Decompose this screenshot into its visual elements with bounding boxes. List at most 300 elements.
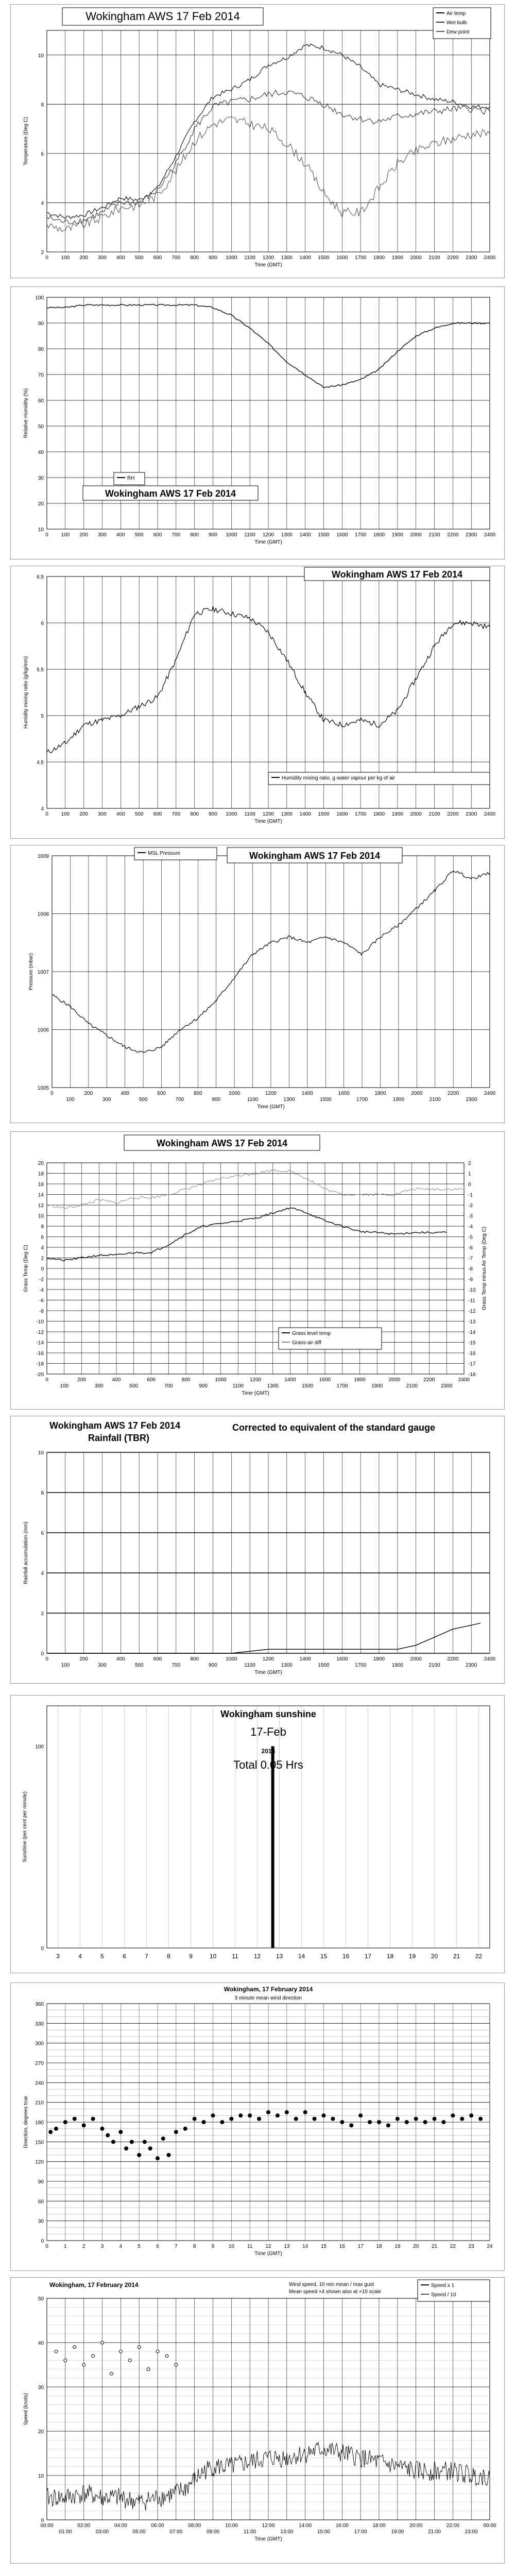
x-tick-label: 1400 (299, 1656, 311, 1662)
direction-point (54, 2127, 58, 2131)
x-tick-label: 1500 (302, 1383, 314, 1389)
direction-point (377, 2120, 381, 2124)
x-tick-label: 1 (64, 2244, 67, 2249)
x-tick-label: 100 (61, 811, 70, 817)
x-tick-label: 200 (79, 1656, 89, 1662)
x-tick-label: 1700 (355, 1663, 367, 1668)
y-tick-label: 20 (38, 501, 44, 507)
x-tick-label: 2200 (447, 255, 459, 261)
chart-title: Wokingham AWS 17 Feb 2014 (249, 851, 381, 861)
chart-title: Wokingham AWS 17 Feb 2014 (49, 1420, 181, 1431)
x-tick-label: 11 (247, 2244, 253, 2249)
direction-point (100, 2127, 105, 2131)
direction-point (331, 2117, 335, 2121)
y-tick-label: 6 (41, 1234, 44, 1241)
y-tick-label: 240 (35, 2080, 44, 2087)
temperature-chart (11, 5, 504, 278)
x-tick-label: 0 (45, 2244, 48, 2249)
x-tick-label: 14:00 (299, 2523, 312, 2529)
y-tick-label: 300 (35, 2041, 44, 2047)
y-tick-label: 1008 (37, 911, 49, 918)
x-tick-label: 15 (320, 1953, 328, 1960)
x-tick-label: 1000 (226, 1656, 237, 1662)
x-tick-label: 1700 (336, 1383, 348, 1389)
y-tick-label: 10 (38, 1450, 44, 1456)
x-tick-label: 04:00 (114, 2523, 127, 2529)
x-tick-label: 1300 (281, 1663, 293, 1668)
x-tick-label: 1800 (373, 811, 385, 817)
x-tick-label: 300 (98, 1663, 107, 1668)
x-axis-label: Time (GMT) (242, 1391, 269, 1396)
x-tick-label: 2000 (410, 1656, 422, 1662)
y-tick-label: 10 (38, 527, 44, 533)
direction-point (63, 2120, 67, 2124)
x-tick-label: 800 (193, 1091, 202, 1096)
legend-label: RH (127, 476, 135, 481)
y-right-axis-label: Grass Temp minus Air Temp (Deg C) (482, 1226, 487, 1311)
x-tick-label: 2100 (428, 532, 440, 538)
x-tick-label: 200 (77, 1377, 86, 1383)
x-tick-label: 700 (171, 255, 181, 261)
x-tick-label: 400 (121, 1091, 130, 1096)
x-tick-label: 2200 (447, 811, 459, 817)
x-tick-label: 300 (98, 811, 107, 817)
y-tick-label: 0 (41, 2239, 44, 2244)
x-tick-label: 1000 (229, 1091, 241, 1096)
y-axis-label: Grass Temp (Deg C) (23, 1245, 29, 1292)
x-tick-label: 2400 (484, 255, 496, 261)
x-tick-label: 1600 (338, 1091, 350, 1096)
y-right-tick-label: -16 (468, 1351, 476, 1357)
y-right-tick-label: -14 (468, 1330, 476, 1335)
direction-point (161, 2137, 165, 2141)
x-tick-label: 2300 (441, 1383, 453, 1389)
y-tick-label: -8 (39, 1309, 44, 1314)
y-tick-label: 1005 (37, 1086, 49, 1091)
x-tick-label: 2100 (428, 255, 440, 261)
x-tick-label: 1400 (301, 1091, 313, 1096)
x-tick-label: 900 (209, 811, 217, 817)
y-tick-label: -18 (36, 1361, 44, 1367)
x-tick-label: 1800 (373, 532, 385, 538)
x-tick-label: 1100 (232, 1383, 244, 1389)
y-right-tick-label: -6 (468, 1245, 473, 1251)
chart-title: Wokingham, 17 February 2014 (49, 2281, 139, 2289)
x-tick-label: 600 (147, 1377, 156, 1383)
x-tick-label: 2100 (428, 811, 440, 817)
y-tick-label: -4 (39, 1287, 44, 1293)
y-tick-label: 30 (38, 2385, 44, 2391)
y-tick-label: 4 (41, 200, 44, 207)
x-tick-label: 23 (468, 2244, 474, 2249)
x-axis-label: Time (GMT) (254, 2251, 282, 2257)
direction-point (358, 2113, 363, 2117)
speed-tenth-point (110, 2372, 113, 2375)
y-right-tick-label: -10 (468, 1287, 476, 1293)
y-tick-label: 40 (38, 450, 44, 455)
x-tick-label: 700 (175, 1097, 184, 1103)
direction-point (433, 2117, 437, 2121)
x-tick-label: 1500 (320, 1097, 332, 1103)
speed-tenth-point (82, 2363, 85, 2366)
x-tick-label: 600 (157, 1091, 166, 1096)
x-tick-label: 1000 (215, 1377, 227, 1383)
x-axis-label: Time (GMT) (254, 1670, 282, 1675)
x-tick-label: 9 (211, 2244, 215, 2249)
y-tick-label: 2 (41, 1256, 44, 1262)
x-tick-label: 1100 (244, 811, 255, 817)
x-tick-label: 02:00 (77, 2523, 91, 2529)
x-tick-label: 10 (228, 2244, 234, 2249)
x-tick-label: 900 (209, 1663, 217, 1668)
x-tick-label: 2400 (484, 532, 496, 538)
x-tick-label: 1500 (318, 1663, 330, 1668)
grass-temp-chart-panel (10, 1131, 505, 1410)
direction-point (248, 2113, 252, 2117)
mixing-ratio-chart-panel (10, 566, 505, 839)
y-tick-label: 60 (38, 398, 44, 404)
y-axis-label: Sunshine (per cent per minute) (22, 1791, 28, 1862)
x-tick-label: 17 (357, 2244, 364, 2249)
y-right-tick-label: -13 (468, 1319, 476, 1325)
x-tick-label: 1900 (391, 1663, 403, 1668)
x-tick-label: 03:00 (95, 2529, 109, 2535)
x-tick-label: 900 (209, 255, 217, 261)
y-tick-label: 120 (35, 2159, 44, 2165)
y-tick-label: 1006 (37, 1027, 49, 1033)
x-tick-label: 300 (98, 255, 107, 261)
speed-tenth-point (73, 2346, 76, 2349)
x-tick-label: 800 (190, 532, 199, 538)
x-tick-label: 13:00 (280, 2529, 294, 2535)
x-tick-label: 500 (134, 1663, 144, 1668)
direction-point (111, 2140, 115, 2144)
y-tick-label: 210 (35, 2100, 44, 2106)
x-tick-label: 600 (153, 811, 162, 817)
x-tick-label: 1500 (318, 532, 330, 538)
y-tick-label: 10 (38, 53, 44, 59)
y-right-tick-label: -17 (468, 1361, 476, 1367)
x-tick-label: 22 (475, 1953, 483, 1960)
x-tick-label: 400 (116, 1656, 125, 1662)
x-tick-label: 800 (190, 1656, 199, 1662)
x-tick-label: 2100 (428, 1663, 440, 1668)
x-tick-label: 1600 (336, 1656, 348, 1662)
mixing-ratio-chart (11, 566, 504, 838)
x-tick-label: 08:00 (188, 2523, 201, 2529)
direction-point (313, 2117, 317, 2121)
x-tick-label: 11:00 (244, 2529, 256, 2535)
direction-point (73, 2117, 77, 2121)
chart-title: Wokingham, 17 February 2014 (224, 1986, 313, 1993)
x-tick-label: 16:00 (335, 2523, 349, 2529)
y-tick-label: 100 (35, 295, 44, 301)
x-tick-label: 900 (209, 532, 217, 538)
x-tick-label: 1800 (354, 1377, 366, 1383)
chart-title: Wokingham AWS 17 Feb 2014 (156, 1138, 288, 1148)
x-tick-label: 2000 (410, 811, 422, 817)
x-tick-label: 1400 (299, 532, 311, 538)
x-tick-label: 700 (171, 532, 181, 538)
y-right-tick-label: -3 (468, 1213, 473, 1219)
x-tick-label: 300 (102, 1097, 111, 1103)
legend-label: Air temp (447, 11, 466, 16)
x-tick-label: 200 (79, 255, 89, 261)
y-right-tick-label: -11 (468, 1298, 475, 1304)
y-tick-label: 0 (41, 1266, 44, 1272)
rainfall-chart (11, 1416, 504, 1683)
y-tick-label: -16 (36, 1351, 44, 1357)
legend-label: Humidity mixing ratio, g water vapour per kg of air (282, 775, 396, 781)
x-tick-label: 4 (119, 2244, 123, 2249)
x-tick-label: 1600 (336, 811, 348, 817)
direction-point (451, 2113, 455, 2117)
y-tick-label: 90 (38, 321, 44, 327)
x-tick-label: 1900 (391, 532, 403, 538)
x-tick-label: 12:00 (262, 2523, 275, 2529)
x-tick-label: 1300 (281, 532, 293, 538)
x-tick-label: 1500 (318, 255, 330, 261)
x-tick-label: 20:00 (409, 2523, 423, 2529)
y-tick-label: 6 (41, 1531, 44, 1536)
y-tick-label: 8 (41, 1490, 44, 1496)
x-tick-label: 19 (408, 1953, 416, 1960)
chart-subtitle: Wind speed, 10 min mean / max gust (289, 2282, 374, 2287)
x-tick-label: 5 (100, 1953, 104, 1960)
x-tick-label: 11 (232, 1953, 238, 1960)
x-tick-label: 1300 (281, 255, 293, 261)
y-tick-label: 40 (38, 2341, 44, 2346)
direction-point (106, 2133, 110, 2138)
direction-point (202, 2120, 206, 2124)
x-tick-label: 3 (56, 1953, 60, 1960)
y-tick-label: -6 (39, 1298, 44, 1304)
speed-tenth-point (119, 2350, 122, 2353)
y-tick-label: 12 (38, 1203, 44, 1209)
direction-point (441, 2120, 445, 2124)
direction-point (174, 2130, 178, 2134)
legend-label: Dew point (447, 29, 470, 35)
x-tick-label: 23:00 (465, 2529, 478, 2535)
x-tick-label: 1200 (249, 1377, 262, 1383)
x-tick-label: 700 (171, 1663, 181, 1668)
x-tick-label: 6 (156, 2244, 159, 2249)
y-tick-label: 8 (41, 1224, 44, 1230)
x-tick-label: 14 (302, 2244, 308, 2249)
direction-point (303, 2110, 307, 2114)
x-tick-label: 2000 (411, 1091, 423, 1096)
y-tick-label: 2 (41, 250, 44, 256)
y-tick-label: 70 (38, 372, 44, 378)
x-tick-label: 19 (394, 2244, 401, 2249)
speed-tenth-point (55, 2350, 58, 2353)
x-tick-label: 100 (60, 1383, 69, 1389)
speed-tenth-point (128, 2359, 131, 2362)
x-tick-label: 8 (193, 2244, 196, 2249)
x-tick-label: 2000 (410, 532, 422, 538)
y-right-tick-label: -5 (468, 1234, 473, 1241)
x-tick-label: 7 (175, 2244, 178, 2249)
y-tick-label: 360 (35, 2002, 44, 2007)
x-tick-label: 1500 (318, 811, 330, 817)
x-tick-label: 22:00 (446, 2523, 459, 2529)
x-tick-label: 700 (164, 1383, 173, 1389)
legend-label: MSL Pressure (148, 851, 180, 856)
y-tick-label: -14 (36, 1340, 44, 1346)
x-tick-label: 500 (134, 811, 144, 817)
x-tick-label: 13 (276, 1953, 283, 1960)
direction-point (148, 2146, 152, 2150)
y-tick-label: -20 (36, 1372, 44, 1378)
x-tick-label: 2200 (447, 1656, 459, 1662)
wind-speed-chart (11, 2278, 504, 2563)
direction-point (322, 2113, 326, 2117)
direction-point (137, 2153, 141, 2157)
x-tick-label: 100 (61, 1663, 70, 1668)
x-tick-label: 1700 (355, 255, 367, 261)
direction-point (91, 2117, 95, 2121)
x-tick-label: 2300 (466, 532, 477, 538)
x-tick-label: 16 (339, 2244, 345, 2249)
direction-point (469, 2113, 473, 2117)
x-tick-label: 6 (123, 1953, 126, 1960)
y-tick-label: 180 (35, 2120, 44, 2126)
direction-point (386, 2123, 390, 2127)
chart-title: Wokingham AWS 17 Feb 2014 (85, 10, 240, 23)
x-tick-label: 05:00 (132, 2529, 146, 2535)
x-tick-label: 600 (153, 532, 162, 538)
y-tick-label: 0 (41, 2518, 44, 2523)
chart-note: Corrected to equivalent of the standard gauge (232, 1422, 436, 1433)
y-axis-label: Relative Humidity (%) (23, 388, 29, 438)
y-tick-label: 14 (38, 1192, 44, 1198)
x-tick-label: 00:00 (483, 2523, 496, 2529)
y-tick-label: -10 (36, 1319, 44, 1325)
y-tick-label: -2 (39, 1277, 44, 1283)
x-tick-label: 16 (342, 1953, 350, 1960)
chart-title: Wokingham sunshine (220, 1709, 316, 1719)
x-tick-label: 2200 (423, 1377, 435, 1383)
wind-speed-chart-panel (10, 2277, 505, 2564)
x-axis-label: Time (GMT) (257, 1104, 285, 1110)
x-tick-label: 1000 (226, 532, 237, 538)
x-tick-label: 0 (45, 1377, 48, 1383)
x-tick-label: 21 (431, 2244, 438, 2249)
y-tick-label: 50 (38, 2296, 44, 2302)
x-tick-label: 2300 (466, 255, 477, 261)
x-tick-label: 400 (116, 532, 125, 538)
direction-point (143, 2140, 147, 2144)
direction-point (423, 2120, 427, 2124)
x-tick-label: 0 (45, 532, 48, 538)
sunshine-bar (271, 1746, 274, 1948)
direction-point (220, 2120, 224, 2124)
x-tick-label: 700 (171, 811, 181, 817)
y-tick-label: 5 (41, 714, 44, 719)
y-right-tick-label: 1 (468, 1171, 471, 1177)
y-right-tick-label: -4 (468, 1224, 473, 1230)
humidity-chart-panel (10, 286, 505, 560)
x-tick-label: 1800 (373, 1656, 385, 1662)
x-tick-label: 21:00 (427, 2529, 441, 2535)
x-tick-label: 100 (61, 255, 70, 261)
speed-tenth-point (165, 2354, 168, 2358)
x-tick-label: 0 (45, 1656, 48, 1662)
x-axis-label: Time (GMT) (254, 262, 282, 268)
x-tick-label: 2400 (458, 1377, 470, 1383)
direction-point (266, 2110, 270, 2114)
x-tick-label: 9 (189, 1953, 193, 1960)
direction-point (118, 2130, 123, 2134)
x-tick-label: 1700 (355, 811, 367, 817)
speed-tenth-point (92, 2354, 95, 2358)
x-tick-label: 2200 (448, 1091, 459, 1096)
direction-point (238, 2113, 243, 2117)
direction-point (183, 2127, 187, 2131)
direction-point (414, 2117, 418, 2121)
x-tick-label: 10:00 (225, 2523, 238, 2529)
x-tick-label: 15:00 (317, 2529, 331, 2535)
x-tick-label: 1000 (226, 255, 237, 261)
x-tick-label: 2400 (484, 1656, 496, 1662)
x-tick-label: 900 (212, 1097, 221, 1103)
x-tick-label: 2300 (466, 1097, 477, 1103)
x-tick-label: 1400 (299, 811, 311, 817)
x-tick-label: 06:00 (151, 2523, 164, 2529)
y-right-tick-label: 0 (468, 1182, 471, 1188)
x-tick-label: 2100 (429, 1097, 441, 1103)
x-tick-label: 2 (82, 2244, 85, 2249)
x-tick-label: 900 (199, 1383, 208, 1389)
speed-tenth-point (138, 2346, 141, 2349)
wind-direction-chart (11, 1983, 504, 2270)
x-tick-label: 600 (153, 255, 162, 261)
x-axis-label: Time (GMT) (254, 2536, 282, 2542)
x-tick-label: 8 (167, 1953, 170, 1960)
x-tick-label: 0 (45, 255, 48, 261)
x-tick-label: 1700 (355, 532, 367, 538)
y-tick-label: 80 (38, 347, 44, 352)
x-tick-label: 500 (139, 1097, 148, 1103)
x-tick-label: 10 (209, 1953, 217, 1960)
x-tick-label: 01:00 (59, 2529, 72, 2535)
temperature-chart-panel (10, 4, 505, 278)
y-right-tick-label: -2 (468, 1203, 473, 1209)
x-tick-label: 3 (100, 2244, 104, 2249)
chart-subtitle: Rainfall (TBR) (88, 1433, 149, 1443)
direction-point (294, 2117, 298, 2121)
y-axis-label: Temperature (Deg C) (23, 117, 29, 165)
y-tick-label: 8 (41, 102, 44, 108)
y-right-tick-label: -7 (468, 1256, 473, 1262)
x-tick-label: 1300 (283, 1097, 295, 1103)
y-tick-label: 90 (38, 2179, 44, 2185)
x-tick-label: 400 (116, 811, 125, 817)
x-tick-label: 1800 (374, 1091, 386, 1096)
x-tick-label: 2300 (466, 1663, 477, 1668)
pressure-chart-panel (10, 845, 505, 1123)
legend-label: Wet bulb (447, 20, 467, 26)
x-tick-label: 1900 (392, 1097, 405, 1103)
x-tick-label: 14 (298, 1953, 305, 1960)
x-tick-label: 800 (190, 811, 199, 817)
direction-point (229, 2117, 233, 2121)
x-tick-label: 07:00 (169, 2529, 183, 2535)
x-tick-label: 17:00 (354, 2529, 367, 2535)
x-tick-label: 500 (129, 1383, 139, 1389)
x-tick-label: 2000 (388, 1377, 401, 1383)
y-tick-label: 2 (41, 1611, 44, 1617)
